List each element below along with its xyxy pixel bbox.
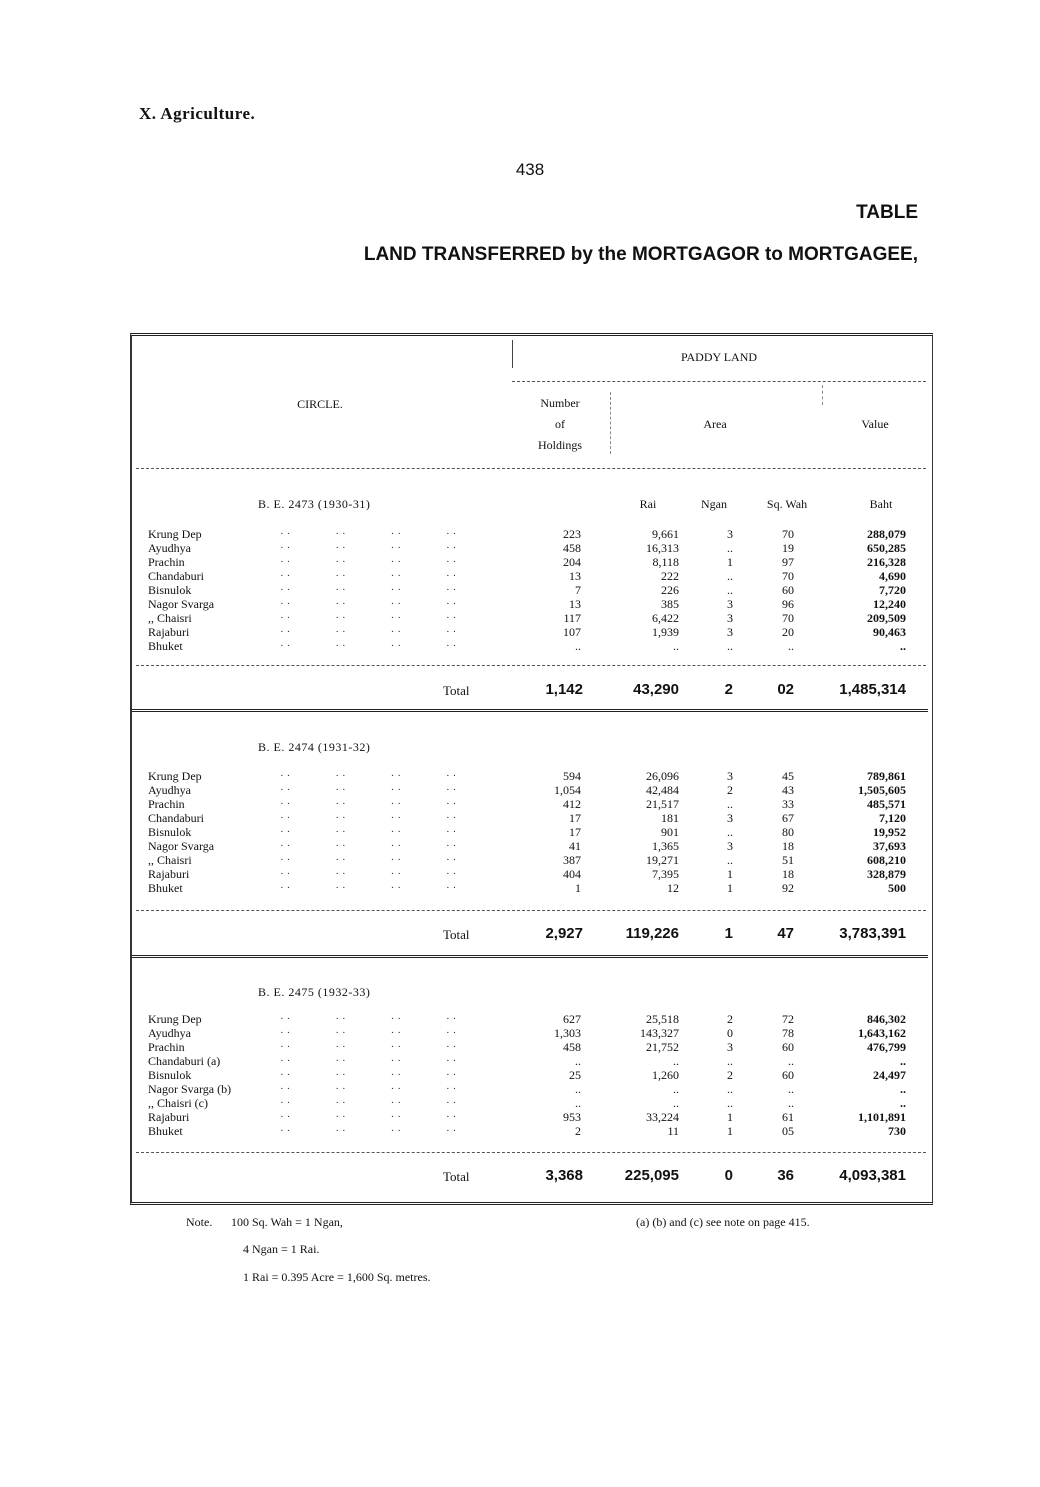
ngan-cell: ..	[727, 1054, 733, 1068]
sq-wah-cell: ..	[788, 639, 794, 653]
page-title: LAND TRANSFERRED by the MORTGAGOR to MORTGAGEE,	[363, 244, 918, 265]
holdings-cell: 1,054	[554, 783, 581, 797]
holdings-cell: 17	[569, 825, 581, 839]
leader-dots: ·· ·· ·· ··	[280, 584, 460, 596]
paddy-land-header: PADDY LAND	[680, 350, 758, 364]
value-header: Value	[861, 417, 889, 431]
period-label-3: B. E. 2475 (1932-33)	[258, 985, 371, 999]
rai-cell: 1,365	[652, 839, 679, 853]
rai-header: Rai	[639, 497, 657, 511]
sq-wah-cell: 92	[782, 881, 794, 895]
baht-cell: 650,285	[867, 541, 906, 555]
rai-cell: 11	[667, 1124, 679, 1138]
baht-cell: 730	[888, 1124, 906, 1138]
total-rai: 119,226	[625, 925, 679, 942]
circle-name: Prachin	[148, 797, 185, 811]
ngan-header: Ngan	[701, 497, 727, 511]
total-sq-wah: 02	[777, 681, 794, 698]
section-2-rule	[136, 910, 926, 911]
leader-dots: ·· ·· ·· ··	[280, 854, 460, 866]
sq-wah-cell: 33	[782, 797, 794, 811]
ngan-cell: ..	[727, 1096, 733, 1110]
circle-name: Prachin	[148, 1040, 185, 1054]
sq-wah-cell: 45	[782, 769, 794, 783]
value-divider	[822, 385, 823, 405]
leader-dots: ·· ·· ·· ··	[280, 784, 460, 796]
rai-cell: ..	[673, 1054, 679, 1068]
baht-cell: 608,210	[867, 853, 906, 867]
holdings-cell: ..	[575, 1054, 581, 1068]
baht-cell: 37,693	[873, 839, 906, 853]
ngan-cell: 1	[727, 1110, 733, 1124]
circle-name: ,, Chaisri (c)	[148, 1096, 208, 1110]
ngan-cell: 3	[727, 597, 733, 611]
circle-name: ,, Chaisri	[148, 853, 192, 867]
rai-cell: 1,260	[652, 1068, 679, 1082]
area-header: Area	[703, 417, 727, 431]
sq-wah-cell: 60	[782, 583, 794, 597]
table-row	[148, 1012, 908, 1026]
leader-dots: ·· ·· ·· ··	[280, 570, 460, 582]
baht-cell: 4,690	[879, 569, 906, 583]
sq-wah-cell: 18	[782, 839, 794, 853]
baht-cell: 1,101,891	[858, 1110, 906, 1124]
holdings-cell: 627	[563, 1012, 581, 1026]
leader-dots: ·· ·· ·· ··	[280, 598, 460, 610]
ngan-cell: 3	[727, 839, 733, 853]
rai-cell: 181	[661, 811, 679, 825]
note-line-3: 1 Rai = 0.395 Acre = 1,600 Sq. metres.	[243, 1270, 431, 1284]
circle-name: Krung Dep	[148, 769, 202, 783]
sq-wah-cell: 96	[782, 597, 794, 611]
leader-dots: ·· ·· ·· ··	[280, 542, 460, 554]
total-label: Total	[443, 1169, 470, 1184]
circle-name: Bhuket	[148, 881, 183, 895]
holdings-cell: 204	[563, 555, 581, 569]
ngan-cell: ..	[727, 541, 733, 555]
circle-name: Rajaburi	[148, 867, 190, 881]
total-sq-wah: 36	[777, 1167, 794, 1184]
leader-dots: ·· ·· ·· ··	[280, 1083, 460, 1095]
circle-name: Chandaburi (a)	[148, 1054, 221, 1068]
circle-name: Ayudhya	[148, 541, 191, 555]
leader-dots: ·· ·· ·· ··	[280, 528, 460, 540]
table-row	[148, 555, 908, 569]
holdings-cell: 107	[563, 625, 581, 639]
leader-dots: ·· ·· ·· ··	[280, 826, 460, 838]
total-baht: 1,485,314	[839, 681, 906, 698]
circle-name: Rajaburi	[148, 1110, 190, 1124]
baht-cell: 485,571	[867, 797, 906, 811]
baht-cell: 90,463	[873, 625, 906, 639]
rai-cell: 1,939	[652, 625, 679, 639]
total-row-3	[148, 1167, 908, 1187]
holdings-cell: 223	[563, 527, 581, 541]
table-row	[148, 639, 908, 653]
circle-name: Krung Dep	[148, 527, 202, 541]
circle-name: Bisnulok	[148, 1068, 192, 1082]
sq-wah-cell: 05	[782, 1124, 794, 1138]
holdings-cell: 412	[563, 797, 581, 811]
baht-cell: ..	[900, 1054, 906, 1068]
leader-dots: ·· ·· ·· ··	[280, 882, 460, 894]
section-2-bottom	[132, 955, 928, 958]
table-row	[148, 1124, 908, 1138]
ngan-cell: 3	[727, 527, 733, 541]
ngan-cell: 0	[727, 1026, 733, 1040]
table-row	[148, 625, 908, 639]
circle-name: Nagor Svarga	[148, 839, 215, 853]
ngan-cell: 1	[727, 881, 733, 895]
ngan-cell: 2	[727, 1012, 733, 1026]
sq-wah-cell: 20	[782, 625, 794, 639]
baht-cell: ..	[900, 1096, 906, 1110]
sq-wah-cell: 70	[782, 569, 794, 583]
sq-wah-cell: 67	[782, 811, 794, 825]
note-line-1: 100 Sq. Wah = 1 Ngan,	[231, 1215, 343, 1229]
sq-wah-cell: 61	[782, 1110, 794, 1124]
table-row	[148, 541, 908, 555]
leader-dots: ·· ·· ·· ··	[280, 840, 460, 852]
holdings-cell: 25	[569, 1068, 581, 1082]
circle-header: CIRCLE.	[297, 397, 343, 411]
total-holdings: 2,927	[545, 925, 583, 942]
baht-cell: 288,079	[867, 527, 906, 541]
table-row	[148, 839, 908, 853]
footnote: (a) (b) and (c) see note on page 415.	[636, 1215, 810, 1229]
circle-name: Chandaburi	[148, 811, 204, 825]
number-header-3: Holdings	[537, 438, 582, 452]
rai-cell: 226	[661, 583, 679, 597]
leader-dots: ·· ·· ·· ··	[280, 1013, 460, 1025]
rai-cell: 42,484	[646, 783, 679, 797]
table-row	[148, 569, 908, 583]
total-label: Total	[443, 683, 470, 698]
holdings-cell: ..	[575, 1096, 581, 1110]
ngan-cell: 1	[727, 555, 733, 569]
rai-cell: ..	[673, 1096, 679, 1110]
page-number: 438	[515, 160, 545, 179]
circle-name: Rajaburi	[148, 625, 190, 639]
sq-wah-cell: 18	[782, 867, 794, 881]
table-row	[148, 769, 908, 783]
circle-name: Bhuket	[148, 639, 183, 653]
ngan-cell: 1	[727, 1124, 733, 1138]
ngan-cell: ..	[727, 797, 733, 811]
total-holdings: 3,368	[545, 1167, 583, 1184]
holdings-cell: 458	[563, 1040, 581, 1054]
leader-dots: ·· ·· ·· ··	[280, 1097, 460, 1109]
baht-cell: 12,240	[873, 597, 906, 611]
holdings-cell: ..	[575, 639, 581, 653]
leader-dots: ·· ·· ·· ··	[280, 1027, 460, 1039]
rai-cell: 25,518	[646, 1012, 679, 1026]
total-ngan: 1	[724, 925, 733, 942]
baht-cell: 216,328	[867, 555, 906, 569]
table-row	[148, 1054, 908, 1068]
rai-cell: 6,422	[652, 611, 679, 625]
table-row	[148, 1110, 908, 1124]
holdings-cell: 404	[563, 867, 581, 881]
sq-wah-cell: 70	[782, 527, 794, 541]
baht-cell: 19,952	[873, 825, 906, 839]
baht-cell: 209,509	[867, 611, 906, 625]
ngan-cell: ..	[727, 853, 733, 867]
holdings-cell: 7	[575, 583, 581, 597]
ngan-cell: 3	[727, 611, 733, 625]
leader-dots: ·· ·· ·· ··	[280, 1055, 460, 1067]
paddy-underline	[512, 381, 926, 382]
leader-dots: ·· ·· ·· ··	[280, 626, 460, 638]
holdings-cell: 594	[563, 769, 581, 783]
holdings-cell: 13	[569, 597, 581, 611]
leader-dots: ·· ·· ·· ··	[280, 1041, 460, 1053]
number-divider	[610, 392, 611, 454]
baht-cell: 476,799	[867, 1040, 906, 1054]
table-row	[148, 797, 908, 811]
total-rai: 43,290	[633, 681, 679, 698]
ngan-cell: 3	[727, 625, 733, 639]
table-row	[148, 853, 908, 867]
sq-wah-header: Sq. Wah	[766, 497, 808, 511]
circle-name: Ayudhya	[148, 783, 191, 797]
holdings-cell: ..	[575, 1082, 581, 1096]
circle-name: Chandaburi	[148, 569, 204, 583]
circle-name: ,, Chaisri	[148, 611, 192, 625]
ngan-cell: 2	[727, 783, 733, 797]
leader-dots: ·· ·· ·· ··	[280, 1069, 460, 1081]
circle-name: Bhuket	[148, 1124, 183, 1138]
ngan-cell: 3	[727, 769, 733, 783]
rai-cell: 12	[667, 881, 679, 895]
circle-name: Prachin	[148, 555, 185, 569]
sq-wah-cell: 70	[782, 611, 794, 625]
leader-dots: ·· ·· ·· ··	[280, 612, 460, 624]
rai-cell: 9,661	[652, 527, 679, 541]
ngan-cell: 3	[727, 1040, 733, 1054]
holdings-cell: 1,303	[554, 1026, 581, 1040]
ngan-cell: ..	[727, 825, 733, 839]
holdings-cell: 117	[563, 611, 581, 625]
baht-cell: 7,720	[879, 583, 906, 597]
circle-name: Bisnulok	[148, 825, 192, 839]
leader-dots: ·· ·· ·· ··	[280, 640, 460, 652]
table-row	[148, 1026, 908, 1040]
total-baht: 3,783,391	[839, 925, 906, 942]
table-row	[148, 527, 908, 541]
circle-name: Nagor Svarga (b)	[148, 1082, 232, 1096]
sq-wah-cell: ..	[788, 1096, 794, 1110]
holdings-cell: 41	[569, 839, 581, 853]
total-label: Total	[443, 927, 470, 942]
ngan-cell: 3	[727, 811, 733, 825]
holdings-cell: 387	[563, 853, 581, 867]
table-label: TABLE	[856, 202, 918, 223]
table-row	[148, 1096, 908, 1110]
table-row	[148, 1068, 908, 1082]
note-line-2: 4 Ngan = 1 Rai.	[243, 1242, 320, 1256]
rai-cell: ..	[673, 639, 679, 653]
rai-cell: 21,752	[646, 1040, 679, 1054]
sq-wah-cell: 43	[782, 783, 794, 797]
baht-cell: 328,879	[867, 867, 906, 881]
total-rai: 225,095	[624, 1167, 679, 1184]
leader-dots: ·· ·· ·· ··	[280, 812, 460, 824]
total-baht: 4,093,381	[839, 1167, 906, 1184]
section-1-rule	[136, 665, 926, 666]
rai-cell: 901	[661, 825, 679, 839]
ngan-cell: ..	[727, 583, 733, 597]
table-row	[148, 583, 908, 597]
circle-name: Nagor Svarga	[148, 597, 215, 611]
circle-name: Krung Dep	[148, 1012, 202, 1026]
baht-header: Baht	[869, 497, 893, 511]
sq-wah-cell: 78	[782, 1026, 794, 1040]
leader-dots: ·· ·· ·· ··	[280, 556, 460, 568]
rai-cell: 33,224	[646, 1110, 679, 1124]
ngan-cell: ..	[727, 569, 733, 583]
leader-dots: ·· ·· ·· ··	[280, 1125, 460, 1137]
section-title: X. Agriculture.	[139, 104, 256, 123]
sq-wah-cell: 60	[782, 1040, 794, 1054]
sq-wah-cell: 60	[782, 1068, 794, 1082]
sq-wah-cell: 80	[782, 825, 794, 839]
baht-cell: 500	[888, 881, 906, 895]
leader-dots: ·· ·· ·· ··	[280, 868, 460, 880]
baht-cell: ..	[900, 639, 906, 653]
rai-cell: 7,395	[652, 867, 679, 881]
period-label-2: B. E. 2474 (1931-32)	[258, 740, 371, 754]
holdings-cell: 2	[575, 1124, 581, 1138]
holdings-cell: 17	[569, 811, 581, 825]
sq-wah-cell: ..	[788, 1054, 794, 1068]
circle-name: Ayudhya	[148, 1026, 191, 1040]
total-sq-wah: 47	[777, 925, 794, 942]
holdings-cell: 1	[575, 881, 581, 895]
header-bottom-rule	[136, 468, 926, 469]
table-row	[148, 597, 908, 611]
ngan-cell: ..	[727, 639, 733, 653]
table-row	[148, 825, 908, 839]
baht-cell: 1,505,605	[858, 783, 906, 797]
total-row-2	[148, 925, 908, 945]
note-label: Note.	[186, 1215, 213, 1229]
table-row	[148, 1040, 908, 1054]
rai-cell: 26,096	[646, 769, 679, 783]
total-row-1	[148, 681, 908, 701]
table-row	[148, 1082, 908, 1096]
sq-wah-cell: 51	[782, 853, 794, 867]
ngan-cell: 1	[727, 867, 733, 881]
baht-cell: ..	[900, 1082, 906, 1096]
ngan-cell: 2	[727, 1068, 733, 1082]
number-header-2: of	[555, 417, 565, 431]
baht-cell: 7,120	[879, 811, 906, 825]
rai-cell: 19,271	[646, 853, 679, 867]
sq-wah-cell: 19	[782, 541, 794, 555]
section-3-rule	[136, 1152, 926, 1153]
ngan-cell: ..	[727, 1082, 733, 1096]
leader-dots: ·· ·· ·· ··	[280, 1111, 460, 1123]
circle-name: Bisnulok	[148, 583, 192, 597]
table-row	[148, 867, 908, 881]
holdings-cell: 953	[563, 1110, 581, 1124]
leader-dots: ·· ·· ·· ··	[280, 770, 460, 782]
sq-wah-cell: ..	[788, 1082, 794, 1096]
baht-cell: 789,861	[867, 769, 906, 783]
rai-cell: 385	[661, 597, 679, 611]
rai-cell: 21,517	[646, 797, 679, 811]
baht-cell: 24,497	[873, 1068, 906, 1082]
section-1-bottom	[132, 709, 928, 712]
holdings-cell: 13	[569, 569, 581, 583]
leader-dots: ·· ·· ·· ··	[280, 798, 460, 810]
table-row	[148, 881, 908, 895]
rai-cell: 222	[661, 569, 679, 583]
total-holdings: 1,142	[545, 681, 583, 698]
rai-cell: 143,327	[640, 1026, 679, 1040]
rai-cell: 16,313	[646, 541, 679, 555]
total-ngan: 0	[724, 1167, 733, 1184]
table-row	[148, 783, 908, 797]
sq-wah-cell: 72	[782, 1012, 794, 1026]
baht-cell: 846,302	[867, 1012, 906, 1026]
rai-cell: ..	[673, 1082, 679, 1096]
sq-wah-cell: 97	[782, 555, 794, 569]
table-row	[148, 611, 908, 625]
table-row	[148, 811, 908, 825]
total-ngan: 2	[724, 681, 733, 698]
baht-cell: 1,643,162	[858, 1026, 906, 1040]
period-label-1: B. E. 2473 (1930-31)	[258, 497, 371, 511]
number-header-1: Number	[540, 396, 580, 410]
rai-cell: 8,118	[652, 555, 679, 569]
holdings-cell: 458	[563, 541, 581, 555]
